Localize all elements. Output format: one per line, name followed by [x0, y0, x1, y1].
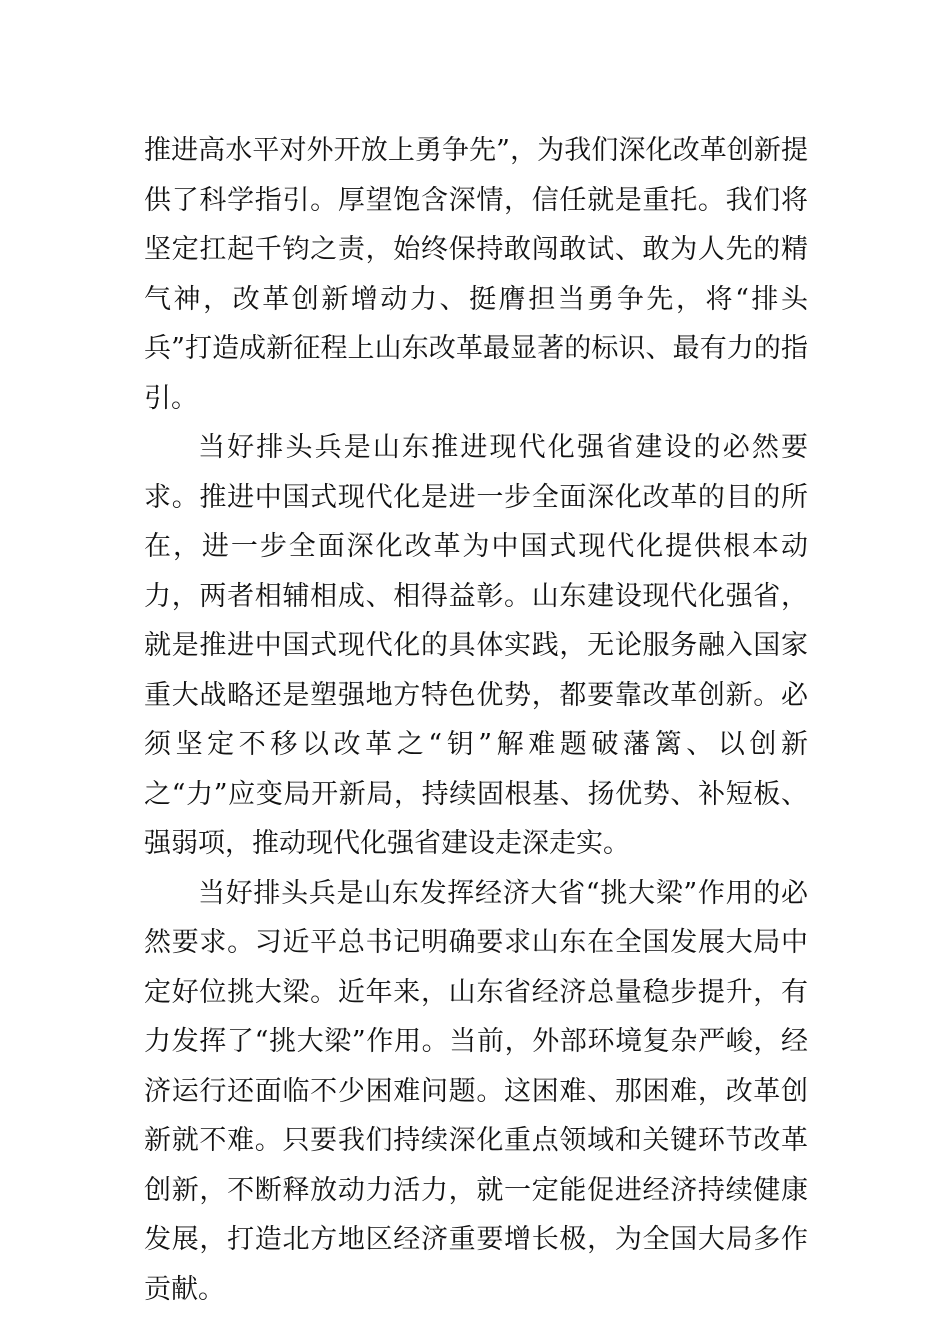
paragraph-continuation: 推进高水平对外开放上勇争先”，为我们深化改革创新提供了科学指引。厚望饱含深情，信任就是重托。我们将坚定扛起千钧之责，始终保持敢闯敢试、敢为人先的精气神，改革创新增动力、挺膺担当勇争先，将“排头兵”打造成新征程上山东改革最显著的标识、最有力的指引。 — [144, 135, 808, 414]
paragraph-modernization: 当好排头兵是山东推进现代化强省建设的必然要求。推进中国式现代化是进一步全面深化改革的目的所在，进一步全面深化改革为中国式现代化提供根本动力，两者相辅相成、相得益彰。山东建设现代化强省，就是推进中国式现代化的具体实践，无论服务融入国家重大战略还是塑强地方特色优势，都要靠改革创新。必须坚定不移以改革之“钥”解难题破藩篱、以创新之“力”应变局开新局，持续固根基、扬优势、补短板、强弱项，推动现代化强省建设走深走实。 — [144, 432, 808, 859]
paragraph-economy: 当好排头兵是山东发挥经济大省“挑大梁”作用的必然要求。习近平总书记明确要求山东在全国发展大局中定好位挑大梁。近年来，山东省经济总量稳步提升，有力发挥了“挑大梁”作用。当前，外部环境复杂严峻，经济运行还面临不少困难问题。这困难、那困难，改革创新就不难。只要我们持续深化重点领域和关键环节改革创新，不断释放动力活力，就一定能促进经济持续健康发展，打造北方地区经济重要增长极，为全国大局多作贡献。 — [144, 877, 808, 1305]
document-body — [144, 126, 808, 1314]
